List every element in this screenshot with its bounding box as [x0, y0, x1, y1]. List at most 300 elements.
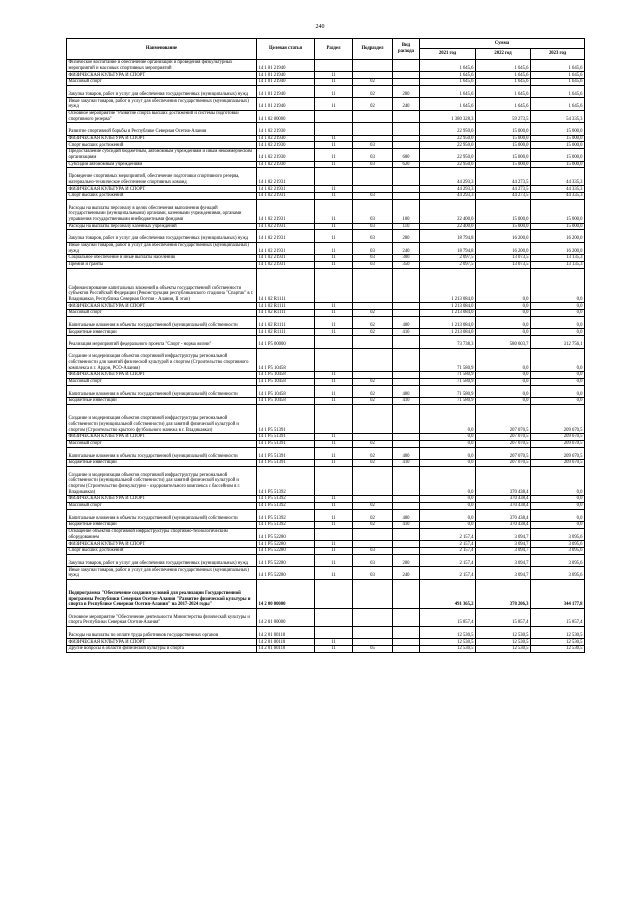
row-code-cell: 14 1 P5 00000: [257, 336, 315, 348]
row-amount-2023-cell: 0,0: [531, 372, 585, 379]
table-row: [67, 567, 585, 579]
table-body: [67, 60, 585, 653]
row-amount-2023-cell: 1 645,6: [531, 98, 585, 110]
row-section-cell: 11: [315, 186, 353, 193]
header-2022: 2022 год: [476, 49, 531, 60]
row-subsection-cell: 03: [353, 255, 393, 262]
row-subsection-cell: [353, 135, 393, 142]
row-amount-2022-cell: 12 530,5: [476, 639, 531, 646]
row-name-cell: ФИЗИЧЕСКАЯ КУЛЬТУРА И СПОРТ: [67, 496, 257, 503]
row-name-cell: Бюджетные инвестиции: [67, 329, 257, 336]
row-amount-2021-cell: 18 794,8: [420, 242, 476, 254]
row-subsection-cell: [353, 405, 393, 434]
table-row: [67, 372, 585, 379]
row-expense-type-cell: 620: [393, 161, 420, 168]
row-subsection-cell: 02: [353, 509, 393, 521]
row-amount-2023-cell: 0,0: [531, 522, 585, 529]
row-code-cell: 14 1 02 21930: [257, 161, 315, 168]
row-expense-type-cell: [393, 548, 420, 555]
row-section-cell: 11: [315, 434, 353, 441]
row-code-cell: 14 2 01 00110: [257, 646, 315, 653]
table-row: [67, 135, 585, 142]
table-row: [67, 626, 585, 638]
table-row: [67, 441, 585, 448]
row-amount-2021-cell: 2 157,4: [420, 548, 476, 555]
row-section-cell: 11: [315, 261, 353, 268]
row-name-cell: Основное мероприятие "Обеспечение деятельности Министерства физической культуры и спорта Республики Северная Осетия-Алания": [67, 608, 257, 626]
row-code-cell: 14 1 01 21940: [257, 60, 315, 72]
row-section-cell: 11: [315, 85, 353, 97]
row-amount-2022-cell: 13 073,5: [476, 255, 531, 262]
row-amount-2021-cell: 1 213 084,0: [420, 303, 476, 310]
row-subsection-cell: 02: [353, 447, 393, 459]
row-name-cell: Субсидии автономным учреждениям: [67, 161, 257, 168]
row-code-cell: 14 1 01 21940: [257, 79, 315, 86]
row-amount-2023-cell: 0,0: [531, 385, 585, 397]
row-subsection-cell: 03: [353, 149, 393, 161]
row-amount-2022-cell: 3 094,7: [476, 554, 531, 566]
row-amount-2023-cell: 344 177,8: [531, 579, 585, 608]
row-section-cell: 11: [315, 255, 353, 262]
row-amount-2021-cell: 0,0: [420, 502, 476, 509]
row-section-cell: [315, 168, 353, 186]
row-subsection-cell: [353, 110, 393, 122]
row-amount-2021-cell: 73 738,3: [420, 336, 476, 348]
header-subsection: Подраздел: [353, 39, 393, 60]
table-row: [67, 379, 585, 386]
row-code-cell: 14 1 02 21931: [257, 261, 315, 268]
row-subsection-cell: [353, 467, 393, 496]
row-amount-2022-cell: 3 094,7: [476, 528, 531, 540]
row-amount-2021-cell: 1 213 084,0: [420, 268, 476, 303]
row-amount-2021-cell: 0,0: [420, 467, 476, 496]
row-subsection-cell: [353, 348, 393, 372]
row-amount-2023-cell: 0,0: [531, 496, 585, 503]
row-amount-2022-cell: 16 200,0: [476, 242, 531, 254]
row-subsection-cell: [353, 336, 393, 348]
row-expense-type-cell: [393, 379, 420, 386]
row-amount-2021-cell: 44 293,3: [420, 193, 476, 200]
row-code-cell: 14 1 P5 51392: [257, 502, 315, 509]
row-amount-2021-cell: 22 950,0: [420, 149, 476, 161]
row-amount-2022-cell: 15 000,0: [476, 223, 531, 230]
row-amount-2023-cell: 0,0: [531, 467, 585, 496]
table-row: [67, 60, 585, 72]
row-subsection-cell: 02: [353, 317, 393, 329]
row-section-cell: [315, 579, 353, 608]
table-row: [67, 149, 585, 161]
row-amount-2022-cell: 0,0: [476, 398, 531, 405]
table-row: [67, 72, 585, 79]
row-name-cell: Капитальные вложения в объекты государственной (муниципальной) собственности: [67, 447, 257, 459]
row-section-cell: [315, 626, 353, 638]
table-row: [67, 329, 585, 336]
row-amount-2023-cell: 1 645,6: [531, 85, 585, 97]
row-code-cell: 14 1 02 21930: [257, 123, 315, 135]
row-amount-2021-cell: 22 400,0: [420, 223, 476, 230]
row-subsection-cell: 02: [353, 310, 393, 317]
row-section-cell: 11: [315, 447, 353, 459]
row-name-cell: Проведение спортивных мероприятий, обеспечение подготовки спортивного резерва, материально-техническое обеспечение спортивных команд: [67, 168, 257, 186]
row-section-cell: 11: [315, 509, 353, 521]
row-amount-2023-cell: 15 000,0: [531, 149, 585, 161]
row-amount-2023-cell: 15 000,0: [531, 223, 585, 230]
row-name-cell: Массовый спорт: [67, 310, 257, 317]
row-expense-type-cell: [393, 310, 420, 317]
table-row: [67, 123, 585, 135]
row-amount-2023-cell: 3 095,6: [531, 541, 585, 548]
row-amount-2023-cell: 209 670,5: [531, 441, 585, 448]
row-expense-type-cell: 400: [393, 447, 420, 459]
table-row: [67, 268, 585, 303]
header-2023: 2023 год: [531, 49, 585, 60]
row-amount-2021-cell: 0,0: [420, 509, 476, 521]
table-row: [67, 460, 585, 467]
row-expense-type-cell: [393, 639, 420, 646]
row-code-cell: 14 1 P5 52280: [257, 567, 315, 579]
row-code-cell: 14 1 P5 51391: [257, 405, 315, 434]
table-row: [67, 502, 585, 509]
row-subsection-cell: 02: [353, 385, 393, 397]
row-expense-type-cell: [393, 123, 420, 135]
table-row: [67, 142, 585, 149]
row-name-cell: Иные закупки товаров, работ и услуг для обеспечения государственных (муниципальных) нужд: [67, 242, 257, 254]
row-section-cell: 11: [315, 646, 353, 653]
row-amount-2023-cell: 13 135,3: [531, 255, 585, 262]
row-amount-2021-cell: 1 645,6: [420, 85, 476, 97]
row-amount-2022-cell: 13 073,5: [476, 261, 531, 268]
row-name-cell: Бюджетные инвестиции: [67, 460, 257, 467]
row-code-cell: 14 1 01 21940: [257, 85, 315, 97]
row-expense-type-cell: 240: [393, 98, 420, 110]
row-amount-2022-cell: 16 200,0: [476, 230, 531, 242]
row-amount-2021-cell: 0,0: [420, 522, 476, 529]
header-name: Наименование: [67, 39, 257, 60]
row-amount-2023-cell: 0,0: [531, 310, 585, 317]
row-expense-type-cell: [393, 142, 420, 149]
table-row: [67, 98, 585, 110]
row-section-cell: [315, 348, 353, 372]
row-subsection-cell: [353, 541, 393, 548]
row-name-cell: Расходы на выплаты персоналу в целях обеспечения выполнения функций государственными (муниципальными) органами, казенными учреждениями, органами управления государственными внебюджетными фондами: [67, 199, 257, 223]
row-subsection-cell: [353, 372, 393, 379]
row-expense-type-cell: 410: [393, 329, 420, 336]
row-amount-2021-cell: 71 580,9: [420, 379, 476, 386]
row-code-cell: 14 1 P5 51392: [257, 522, 315, 529]
header-expense-type: Вид расхода: [393, 39, 420, 60]
row-expense-type-cell: [393, 268, 420, 303]
row-amount-2023-cell: 0,0: [531, 398, 585, 405]
row-subsection-cell: 03: [353, 554, 393, 566]
row-amount-2021-cell: 18 794,8: [420, 230, 476, 242]
row-amount-2023-cell: 15 000,0: [531, 199, 585, 223]
row-amount-2021-cell: 71 580,9: [420, 372, 476, 379]
row-name-cell: ФИЗИЧЕСКАЯ КУЛЬТУРА И СПОРТ: [67, 303, 257, 310]
row-amount-2021-cell: 12 530,5: [420, 646, 476, 653]
row-section-cell: [315, 123, 353, 135]
row-name-cell: Капитальные вложения в объекты государственной (муниципальной) собственности: [67, 317, 257, 329]
row-amount-2023-cell: 54 335,3: [531, 110, 585, 122]
row-expense-type-cell: [393, 579, 420, 608]
row-amount-2021-cell: 0,0: [420, 405, 476, 434]
row-expense-type-cell: [393, 528, 420, 540]
row-subsection-cell: 02: [353, 98, 393, 110]
row-code-cell: 14 1 P5 10458: [257, 348, 315, 372]
row-section-cell: 11: [315, 193, 353, 200]
row-amount-2023-cell: 3 095,6: [531, 528, 585, 540]
row-code-cell: 14 1 P5 51391: [257, 447, 315, 459]
row-section-cell: 11: [315, 242, 353, 254]
row-section-cell: 11: [315, 230, 353, 242]
row-subsection-cell: [353, 496, 393, 503]
row-section-cell: 11: [315, 639, 353, 646]
table-row: [67, 496, 585, 503]
row-amount-2022-cell: 207 070,5: [476, 434, 531, 441]
row-name-cell: Спорт высших достижений: [67, 193, 257, 200]
row-amount-2023-cell: 209 670,5: [531, 460, 585, 467]
row-amount-2021-cell: 22 950,0: [420, 142, 476, 149]
row-section-cell: 11: [315, 548, 353, 555]
row-section-cell: 11: [315, 149, 353, 161]
row-amount-2023-cell: 0,0: [531, 303, 585, 310]
row-subsection-cell: 03: [353, 223, 393, 230]
row-expense-type-cell: 240: [393, 242, 420, 254]
row-amount-2022-cell: 44 273,5: [476, 193, 531, 200]
row-amount-2021-cell: 71 580,9: [420, 348, 476, 372]
row-name-cell: ФИЗИЧЕСКАЯ КУЛЬТУРА И СПОРТ: [67, 72, 257, 79]
header-2021: 2021 год: [420, 49, 476, 60]
row-expense-type-cell: [393, 186, 420, 193]
row-name-cell: Закупка товаров, работ и услуг для обеспечения государственных (муниципальных) нужд: [67, 230, 257, 242]
row-code-cell: 14 1 P5 51392: [257, 467, 315, 496]
row-section-cell: [315, 60, 353, 72]
row-code-cell: 14 1 02 21931: [257, 255, 315, 262]
row-name-cell: Основное мероприятие "Развитие спорта высших достижений и системы подготовки спортивного резерва": [67, 110, 257, 122]
row-subsection-cell: 03: [353, 199, 393, 223]
table-row: [67, 528, 585, 540]
header-code: Целевая статья: [257, 39, 315, 60]
row-expense-type-cell: 350: [393, 261, 420, 268]
row-name-cell: Капитальные вложения в объекты государственной (муниципальной) собственности: [67, 509, 257, 521]
row-code-cell: 14 1 P5 10458: [257, 398, 315, 405]
row-subsection-cell: 02: [353, 79, 393, 86]
row-code-cell: 14 1 02 21931: [257, 199, 315, 223]
row-code-cell: 14 1 02 21931: [257, 193, 315, 200]
row-code-cell: 14 1 P5 51391: [257, 441, 315, 448]
row-section-cell: 11: [315, 223, 353, 230]
row-expense-type-cell: [393, 372, 420, 379]
row-expense-type-cell: 410: [393, 522, 420, 529]
row-name-cell: Массовый спорт: [67, 441, 257, 448]
row-name-cell: ФИЗИЧЕСКАЯ КУЛЬТУРА И СПОРТ: [67, 434, 257, 441]
row-amount-2023-cell: 3 095,6: [531, 567, 585, 579]
row-section-cell: 11: [315, 329, 353, 336]
row-section-cell: 11: [315, 372, 353, 379]
row-amount-2022-cell: 15 000,0: [476, 135, 531, 142]
row-amount-2021-cell: 491 365,2: [420, 579, 476, 608]
row-expense-type-cell: [393, 110, 420, 122]
row-subsection-cell: [353, 579, 393, 608]
row-name-cell: Софинансирование капитальных вложений в объекты государственной собственности субъектов Российской Федерации (Реконструкция республиканского стадиона "Спартак" в г. Владикавказ, Республика Северная Осетия - Алания, II этап): [67, 268, 257, 303]
row-subsection-cell: 02: [353, 379, 393, 386]
row-amount-2022-cell: 15 857,4: [476, 608, 531, 626]
row-code-cell: 14 1 P5 10458: [257, 379, 315, 386]
table-row: [67, 261, 585, 268]
row-amount-2023-cell: 15 857,4: [531, 608, 585, 626]
row-amount-2023-cell: 12 530,5: [531, 639, 585, 646]
row-amount-2021-cell: 2 157,4: [420, 541, 476, 548]
row-name-cell: Предоставление субсидий бюджетным, автономным учреждениям и иным некоммерческим организациям: [67, 149, 257, 161]
row-code-cell: 14 1 P5 10458: [257, 385, 315, 397]
row-expense-type-cell: 300: [393, 255, 420, 262]
row-amount-2021-cell: 1 213 084,0: [420, 329, 476, 336]
table-header: [67, 39, 585, 60]
row-code-cell: 14 1 02 R1111: [257, 303, 315, 310]
row-amount-2022-cell: 0,0: [476, 385, 531, 397]
row-code-cell: 14 1 02 R1111: [257, 317, 315, 329]
row-amount-2023-cell: 3 095,6: [531, 548, 585, 555]
row-subsection-cell: [353, 186, 393, 193]
row-name-cell: Капитальные вложения в объекты государственной (муниципальной) собственности: [67, 385, 257, 397]
row-amount-2021-cell: 1 645,6: [420, 98, 476, 110]
row-code-cell: 14 1 02 21931: [257, 230, 315, 242]
row-expense-type-cell: [393, 72, 420, 79]
row-amount-2023-cell: 209 670,5: [531, 405, 585, 434]
row-subsection-cell: [353, 303, 393, 310]
row-subsection-cell: [353, 123, 393, 135]
row-amount-2021-cell: 0,0: [420, 441, 476, 448]
row-name-cell: Массовый спорт: [67, 502, 257, 509]
row-amount-2022-cell: 3 094,7: [476, 541, 531, 548]
row-section-cell: 11: [315, 554, 353, 566]
row-name-cell: Развитие спортивной борьбы в Республике Северная Осетия-Алания: [67, 123, 257, 135]
row-section-cell: 11: [315, 496, 353, 503]
row-section-cell: 11: [315, 522, 353, 529]
row-expense-type-cell: 400: [393, 385, 420, 397]
row-expense-type-cell: [393, 434, 420, 441]
row-section-cell: 11: [315, 98, 353, 110]
row-amount-2021-cell: 2 097,5: [420, 261, 476, 268]
row-subsection-cell: [353, 60, 393, 72]
table-row: [67, 79, 585, 86]
row-amount-2022-cell: 370 438,4: [476, 509, 531, 521]
row-amount-2021-cell: 1 213 084,0: [420, 310, 476, 317]
row-subsection-cell: 02: [353, 460, 393, 467]
row-amount-2023-cell: 13 135,3: [531, 261, 585, 268]
row-amount-2022-cell: 15 000,0: [476, 199, 531, 223]
row-section-cell: 11: [315, 317, 353, 329]
table-row: [67, 646, 585, 653]
row-amount-2022-cell: 0,0: [476, 348, 531, 372]
row-expense-type-cell: 400: [393, 509, 420, 521]
row-code-cell: 14 1 02 21931: [257, 168, 315, 186]
row-amount-2021-cell: 12 530,5: [420, 639, 476, 646]
row-code-cell: 14 1 01 21940: [257, 98, 315, 110]
row-amount-2022-cell: 207 070,5: [476, 460, 531, 467]
row-section-cell: [315, 268, 353, 303]
row-amount-2021-cell: 2 157,4: [420, 567, 476, 579]
row-amount-2022-cell: 207 070,5: [476, 441, 531, 448]
table-row: [67, 385, 585, 397]
row-amount-2021-cell: 22 950,0: [420, 123, 476, 135]
row-amount-2022-cell: 370 438,4: [476, 496, 531, 503]
table-row: [67, 223, 585, 230]
row-expense-type-cell: [393, 646, 420, 653]
row-subsection-cell: 03: [353, 261, 393, 268]
row-expense-type-cell: [393, 79, 420, 86]
table-row: [67, 434, 585, 441]
row-amount-2022-cell: 370 438,4: [476, 502, 531, 509]
row-amount-2022-cell: 15 000,0: [476, 161, 531, 168]
row-code-cell: 14 2 00 00000: [257, 579, 315, 608]
header-section: Раздел: [315, 39, 353, 60]
row-subsection-cell: [353, 528, 393, 540]
row-amount-2022-cell: 44 273,5: [476, 168, 531, 186]
page-number: 240: [315, 24, 325, 30]
row-expense-type-cell: 100: [393, 199, 420, 223]
row-code-cell: 14 1 02 R1111: [257, 329, 315, 336]
row-name-cell: Оснащение объектов спортивной инфраструктуры спортивно-технологическим оборудованием: [67, 528, 257, 540]
row-amount-2022-cell: 3 094,7: [476, 548, 531, 555]
table-row: [67, 579, 585, 608]
row-subsection-cell: 05: [353, 646, 393, 653]
row-expense-type-cell: [393, 502, 420, 509]
row-subsection-cell: 02: [353, 522, 393, 529]
row-amount-2021-cell: 22 950,0: [420, 161, 476, 168]
row-code-cell: 14 1 01 21940: [257, 72, 315, 79]
row-amount-2021-cell: 1 645,6: [420, 72, 476, 79]
row-expense-type-cell: [393, 168, 420, 186]
row-amount-2022-cell: 0,0: [476, 379, 531, 386]
row-amount-2022-cell: 0,0: [476, 329, 531, 336]
row-section-cell: 11: [315, 379, 353, 386]
table-row: [67, 310, 585, 317]
row-amount-2023-cell: 209 670,5: [531, 434, 585, 441]
row-expense-type-cell: [393, 303, 420, 310]
table-row: [67, 405, 585, 434]
row-amount-2023-cell: 0,0: [531, 348, 585, 372]
row-section-cell: 11: [315, 142, 353, 149]
table-row: [67, 303, 585, 310]
row-amount-2021-cell: 12 530,5: [420, 626, 476, 638]
row-amount-2023-cell: 44 335,3: [531, 193, 585, 200]
row-expense-type-cell: 410: [393, 398, 420, 405]
row-amount-2021-cell: 1 645,6: [420, 79, 476, 86]
row-subsection-cell: [353, 639, 393, 646]
row-name-cell: ФИЗИЧЕСКАЯ КУЛЬТУРА И СПОРТ: [67, 639, 257, 646]
row-code-cell: 14 1 02 R1111: [257, 310, 315, 317]
row-amount-2022-cell: 3 094,7: [476, 567, 531, 579]
row-section-cell: [315, 608, 353, 626]
row-amount-2023-cell: 209 670,5: [531, 447, 585, 459]
row-amount-2023-cell: 0,0: [531, 268, 585, 303]
row-amount-2023-cell: 15 000,0: [531, 161, 585, 168]
row-name-cell: Премии и гранты: [67, 261, 257, 268]
row-name-cell: Создание и модернизация объектов спортивной инфраструктуры региональной собственности (муниципальной собственности) для занятий физической культурой и спортом (Строительство физкультурно - оздоровительного комплекса с бассейном в г. Владикавказ): [67, 467, 257, 496]
row-subsection-cell: 03: [353, 193, 393, 200]
row-section-cell: 11: [315, 303, 353, 310]
row-name-cell: Массовый спорт: [67, 79, 257, 86]
row-code-cell: 14 1 P5 52280: [257, 548, 315, 555]
row-expense-type-cell: [393, 348, 420, 372]
row-amount-2023-cell: 0,0: [531, 509, 585, 521]
row-amount-2023-cell: 312 756,1: [531, 336, 585, 348]
table-row: [67, 168, 585, 186]
row-code-cell: 14 1 02 21931: [257, 186, 315, 193]
row-name-cell: ФИЗИЧЕСКАЯ КУЛЬТУРА И СПОРТ: [67, 541, 257, 548]
row-amount-2021-cell: 44 293,3: [420, 186, 476, 193]
row-amount-2022-cell: 1 645,6: [476, 60, 531, 72]
